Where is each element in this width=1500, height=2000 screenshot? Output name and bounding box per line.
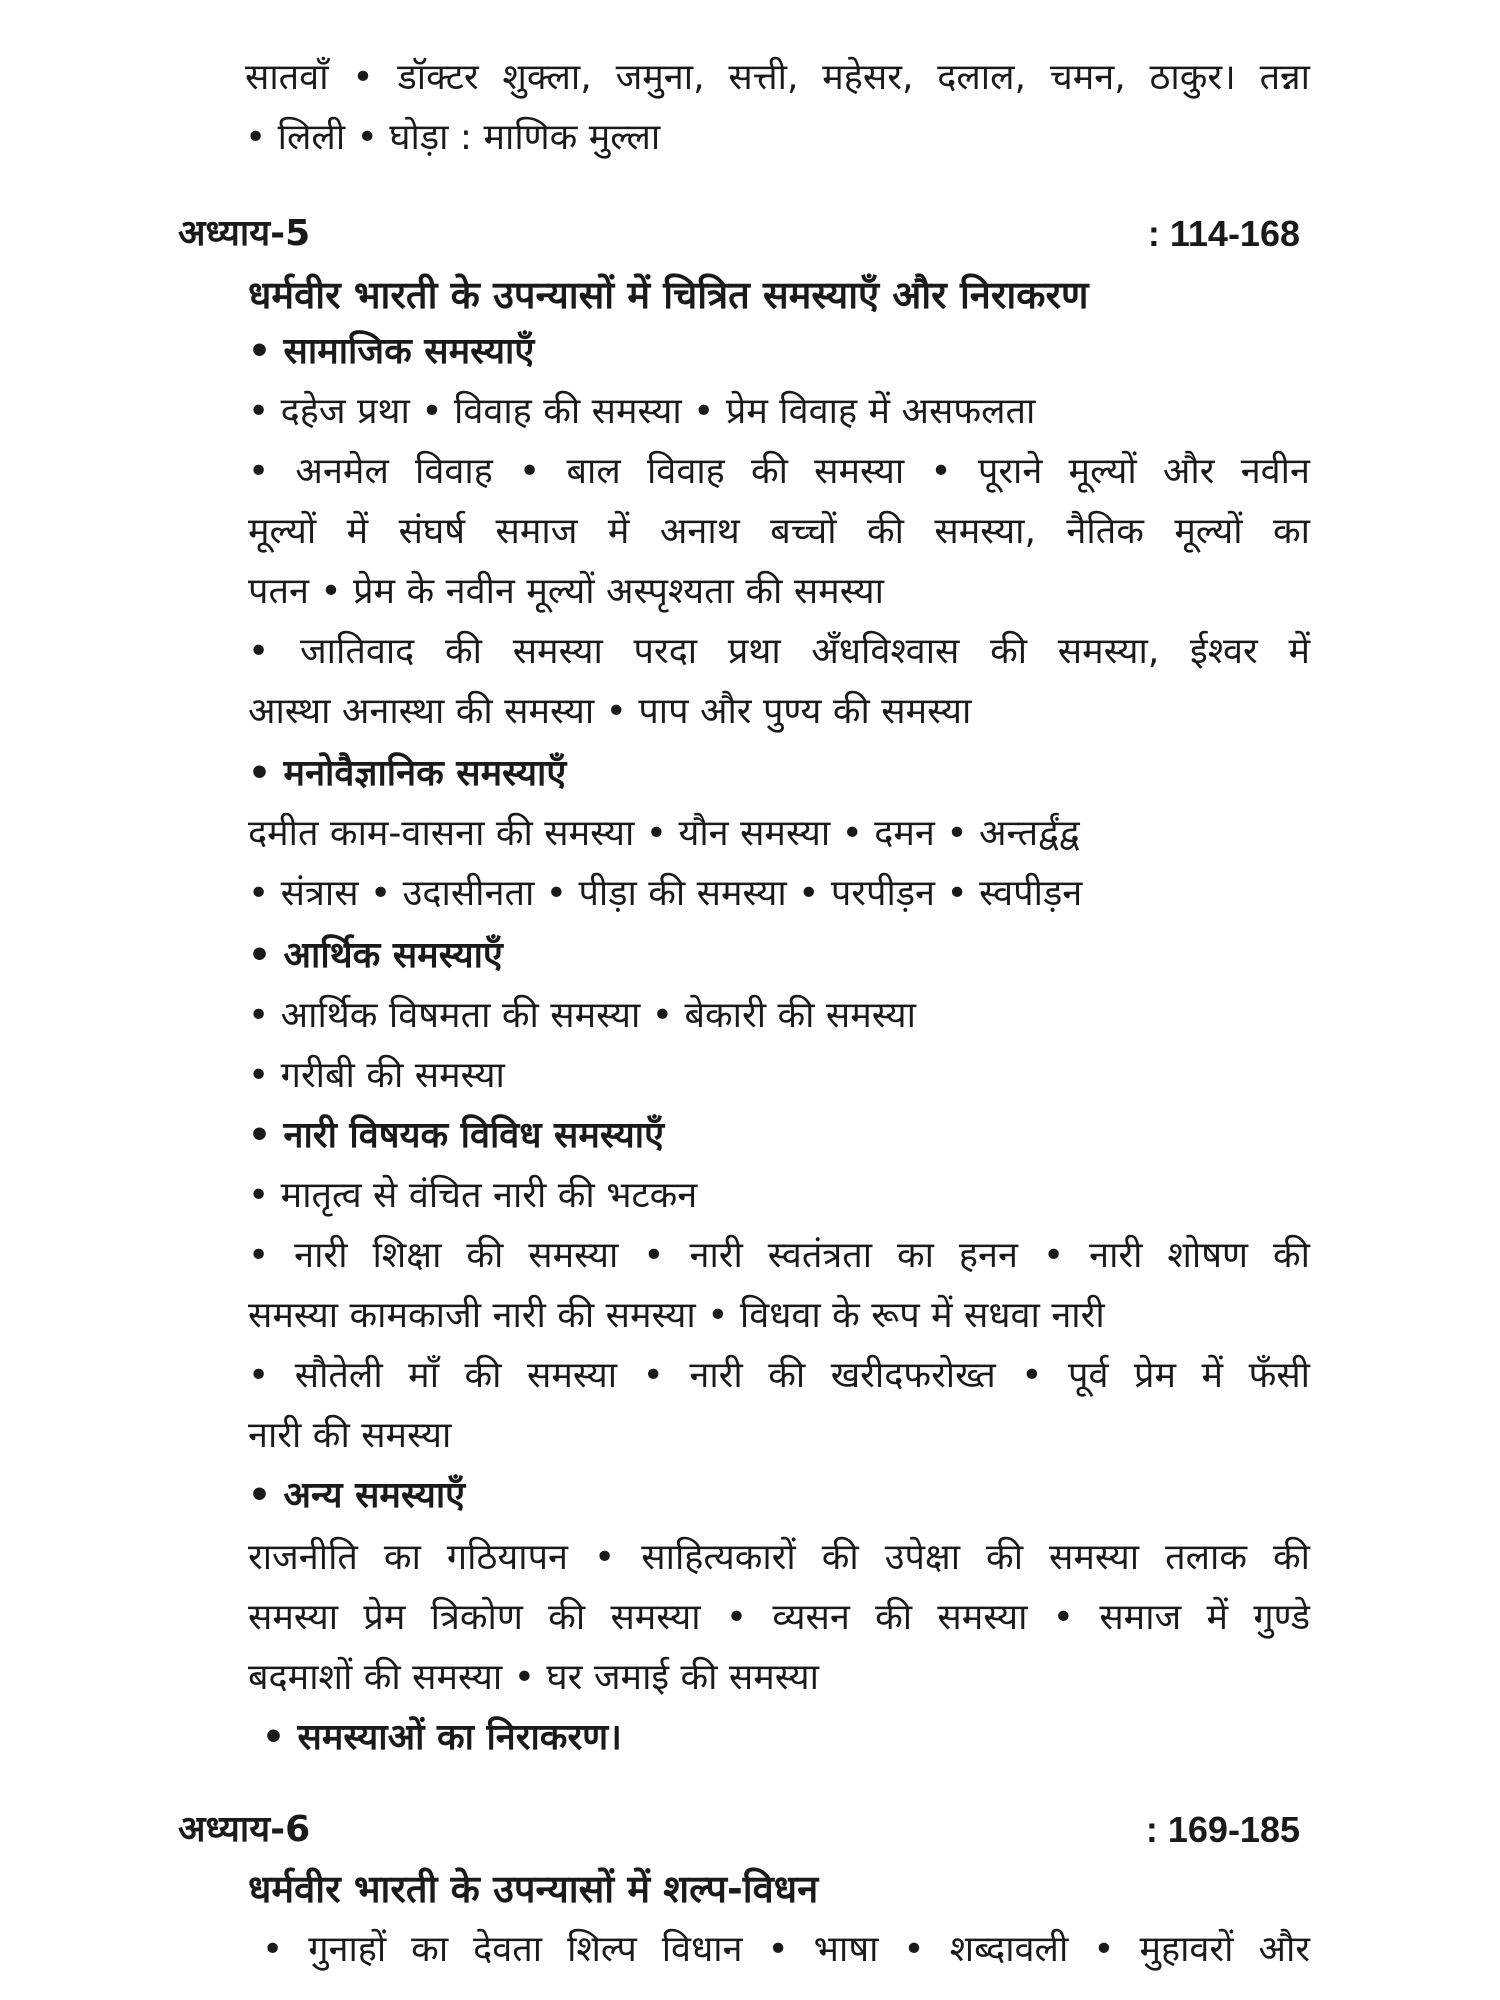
body-line: बदमाशों की समस्या • घर जमाई की समस्या bbox=[248, 1657, 819, 1698]
body-line: मूल्यों में संघर्ष समाज में अनाथ बच्चों की समस्या, नैतिक मूल्यों का bbox=[248, 511, 1310, 552]
chapter-5-title: धर्मवीर भारती के उपन्यासों में चित्रित समस्याएँ और निराकरण bbox=[248, 273, 1089, 317]
body-line: • सौतेली माँ की समस्या • नारी की खरीदफरोख्त • पूर्व प्रेम में फँसी bbox=[248, 1355, 1310, 1396]
chapter-6-label: अध्याय-6 bbox=[178, 1809, 311, 1850]
intro-line: सातवाँ • डॉक्टर शुक्ला, जमुना, सत्ती, महेसर, दलाल, चमन, ठाकुर। तन्ना bbox=[245, 57, 1310, 98]
body-line: • गुनाहों का देवता शिल्प विधान • भाषा • शब्दावली • मुहावरों और bbox=[262, 1929, 1310, 1970]
section-heading-psych: • मनोवैज्ञानिक समस्याएँ bbox=[248, 753, 567, 794]
section-heading-social: • सामाजिक समस्याएँ bbox=[248, 331, 535, 372]
body-line: • संत्रास • उदासीनता • पीड़ा की समस्या • परपीड़न • स्वपीड़न bbox=[248, 873, 1083, 914]
body-line: • मातृत्व से वंचित नारी की भटकन bbox=[248, 1175, 698, 1216]
body-line: समस्या प्रेम त्रिकोण की समस्या • व्यसन की समस्या • समाज में गुण्डे bbox=[248, 1597, 1310, 1638]
body-line: आस्था अनास्था की समस्या • पाप और पुण्य की समस्या bbox=[248, 691, 972, 732]
body-line: समस्या कामकाजी नारी की समस्या • विधवा के रूप में सधवा नारी bbox=[248, 1295, 1105, 1336]
body-line: दमीत काम-वासना की समस्या • यौन समस्या • दमन • अन्तर्द्वंद्व bbox=[248, 813, 1080, 854]
body-line: • आर्थिक विषमता की समस्या • बेकारी की समस्या bbox=[248, 995, 916, 1036]
body-line: • अनमेल विवाह • बाल विवाह की समस्या • पूराने मूल्यों और नवीन bbox=[248, 451, 1310, 492]
chapter-6-pages: : 169-185 bbox=[1145, 1809, 1300, 1850]
section-heading-other: • अन्य समस्याएँ bbox=[248, 1475, 466, 1516]
chapter-6-title: धर्मवीर भारती के उपन्यासों में शल्प-विधन bbox=[248, 1867, 819, 1911]
body-line: राजनीति का गठियापन • साहित्यकारों की उपेक्षा की समस्या तलाक की bbox=[248, 1537, 1310, 1578]
section-heading-women: • नारी विषयक विविध समस्याएँ bbox=[248, 1115, 664, 1156]
body-line: • गरीबी की समस्या bbox=[248, 1055, 505, 1096]
body-line: • नारी शिक्षा की समस्या • नारी स्वतंत्रता का हनन • नारी शोषण की bbox=[248, 1235, 1310, 1276]
body-line: • जातिवाद की समस्या परदा प्रथा अँधविश्वास की समस्या, ईश्वर में bbox=[248, 631, 1310, 672]
section-heading-resolution: • समस्याओं का निराकरण। bbox=[262, 1717, 622, 1758]
body-line: पतन • प्रेम के नवीन मूल्यों अस्पृश्यता की समस्या bbox=[248, 571, 884, 612]
body-line: नारी की समस्या bbox=[248, 1415, 452, 1456]
body-line: • दहेज प्रथा • विवाह की समस्या • प्रेम विवाह में असफलता bbox=[248, 391, 1036, 432]
chapter-5-pages: : 114-168 bbox=[1147, 213, 1300, 254]
chapter-5-label: अध्याय-5 bbox=[178, 213, 311, 254]
intro-line: • लिली • घोड़ा : माणिक मुल्ला bbox=[245, 117, 661, 158]
section-heading-economic: • आर्थिक समस्याएँ bbox=[248, 935, 503, 976]
